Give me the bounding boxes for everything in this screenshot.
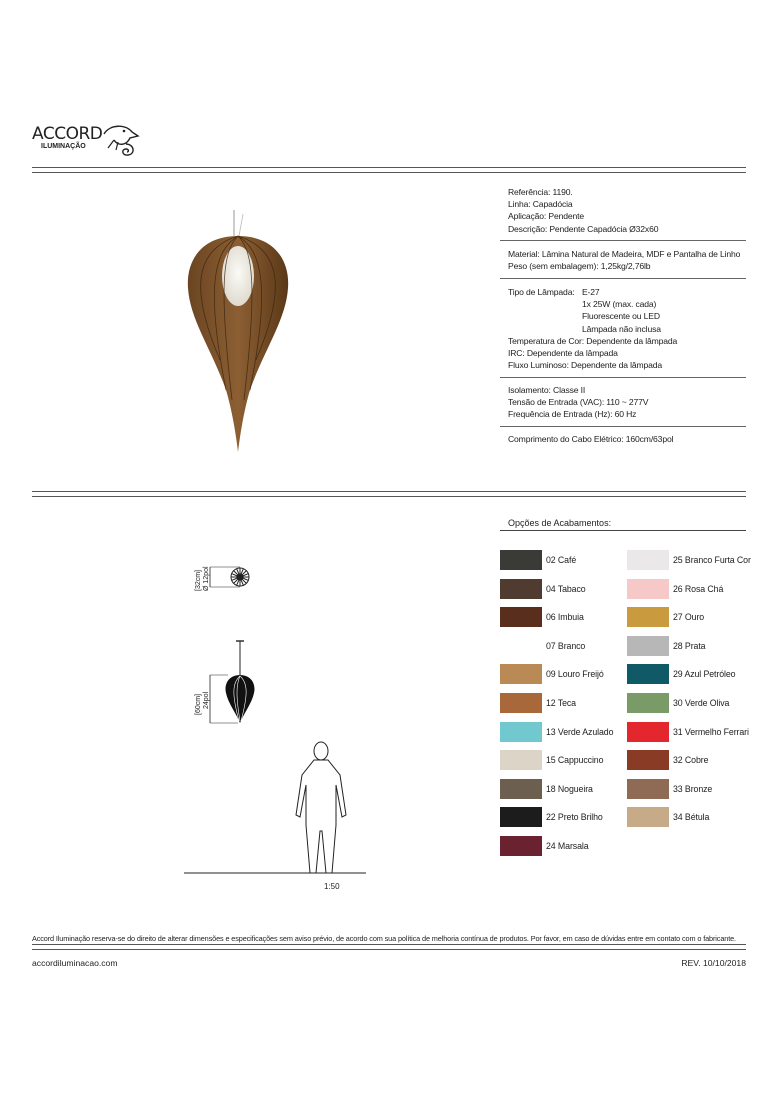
finish-item xyxy=(500,607,584,627)
finish-name: 18 Nogueira xyxy=(546,783,593,794)
finish-swatch xyxy=(500,693,542,713)
finish-item xyxy=(627,807,709,827)
finish-swatch xyxy=(500,636,542,656)
spec-group-identification xyxy=(508,186,746,235)
finish-swatch xyxy=(500,750,542,770)
finish-item xyxy=(500,550,576,570)
spec-voltage: Tensão de Entrada (VAC): 110 ~ 277V xyxy=(508,397,649,408)
chameleon-icon xyxy=(96,122,142,160)
footer-rule xyxy=(32,944,746,950)
spec-luminous-flux: Fluxo Luminoso: Dependente da lâmpada xyxy=(508,360,663,371)
finish-swatch xyxy=(627,722,669,742)
side-dim-in: 24pol xyxy=(203,691,210,709)
top-dim-cm: [32cm] xyxy=(195,569,202,591)
spec-application: Aplicação: Pendente xyxy=(508,211,584,222)
spec-cable-length: Comprimento do Cabo Elétrico: 160cm/63pol xyxy=(508,434,674,444)
finish-name: 07 Branco xyxy=(546,640,586,651)
finishes-title: Opções de Acabamentos: xyxy=(508,518,612,528)
finish-item xyxy=(627,664,735,684)
finish-item xyxy=(627,550,751,570)
finish-name: 15 Cappuccino xyxy=(546,755,604,766)
finish-swatch xyxy=(627,607,669,627)
finish-name: 33 Bronze xyxy=(673,783,713,794)
spec-line: Linha: Capadócia xyxy=(508,199,573,210)
finish-name: 22 Preto Brilho xyxy=(546,812,603,823)
spec-insulation: Isolamento: Classe II xyxy=(508,385,586,395)
spec-frequency: Frequência de Entrada (Hz): 60 Hz xyxy=(508,409,637,420)
brand-logo xyxy=(32,122,144,160)
spec-description: Descrição: Pendente Capadócia Ø32x60 xyxy=(508,223,659,234)
spec-divider xyxy=(500,240,746,241)
footer-revision: REV. 10/10/2018 xyxy=(681,958,746,968)
finish-swatch xyxy=(627,750,669,770)
finish-name: 31 Vermelho Ferrari xyxy=(673,726,749,737)
finish-item xyxy=(500,693,576,713)
finish-item xyxy=(627,779,712,799)
finish-swatch xyxy=(627,807,669,827)
finish-swatch xyxy=(500,807,542,827)
spec-lamp-item: Fluorescente ou LED xyxy=(582,311,660,322)
spec-lamp-item: E-27 xyxy=(582,287,600,297)
finish-item xyxy=(500,636,585,656)
finish-name: 28 Prata xyxy=(673,640,706,651)
finish-item xyxy=(500,664,604,684)
brand-subtitle: ILUMINAÇÃO xyxy=(41,143,86,150)
spec-divider xyxy=(500,377,746,378)
spec-irc: IRC: Dependente da lâmpada xyxy=(508,348,618,359)
top-dim-in: Ø 12pol xyxy=(203,566,210,591)
technical-drawing xyxy=(180,555,370,895)
finish-item xyxy=(500,779,593,799)
finish-swatch xyxy=(500,779,542,799)
finish-name: 24 Marsala xyxy=(546,841,589,851)
brand-name: ACCORD xyxy=(32,124,103,144)
finish-item xyxy=(500,579,586,599)
human-scale-figure xyxy=(296,742,346,873)
finishes-rule xyxy=(500,530,746,531)
finish-swatch xyxy=(500,579,542,599)
finish-name: 04 Tabaco xyxy=(546,583,586,594)
drawing-scale: 1:50 xyxy=(324,882,340,891)
spec-group-electrical xyxy=(508,384,746,421)
spec-group-lamp xyxy=(508,286,746,371)
finish-item xyxy=(627,750,708,770)
spec-weight: Peso (sem embalagem): 1,25kg/2,76lb xyxy=(508,261,651,272)
footer-website: accordiluminacao.com xyxy=(32,958,118,968)
finish-name: 12 Teca xyxy=(546,698,576,708)
footer-disclaimer: Accord Iluminação reserva-se do direito de alterar dimensões e especificações sem aviso prévio, de acordo com sua política de melhoria contínua de produtos. Por favor, em caso de dúvidas entre em contato com o fabricante. xyxy=(32,934,736,943)
finish-name: 13 Verde Azulado xyxy=(546,726,614,737)
section-rule xyxy=(32,491,746,497)
finish-name: 27 Ouro xyxy=(673,612,705,623)
finish-item xyxy=(627,607,704,627)
top-view-drawing xyxy=(195,566,249,591)
finish-item xyxy=(627,693,729,713)
finish-name: 34 Bétula xyxy=(673,812,710,823)
finish-swatch xyxy=(500,836,542,856)
spec-lamp-item: Lâmpada não inclusa xyxy=(582,323,661,334)
product-photo xyxy=(182,210,294,455)
finish-swatch xyxy=(627,664,669,684)
finish-item xyxy=(627,579,723,599)
finish-name: 30 Verde Oliva xyxy=(673,698,730,708)
finish-swatch xyxy=(627,693,669,713)
header-rule xyxy=(32,167,746,173)
spec-material: Material: Lâmina Natural de Madeira, MDF e Pantalha de Linho xyxy=(508,249,741,259)
spec-divider xyxy=(500,278,746,279)
finish-item xyxy=(500,836,589,856)
spec-group-cable xyxy=(508,433,746,445)
spec-lamp-type-label: Tipo de Lâmpada: xyxy=(508,287,575,297)
finish-item xyxy=(500,807,603,827)
finish-swatch xyxy=(627,550,669,570)
finish-name: 29 Azul Petróleo xyxy=(673,669,736,680)
finish-swatch xyxy=(500,664,542,684)
spec-color-temp: Temperatura de Cor: Dependente da lâmpada xyxy=(508,335,678,346)
spec-lamp-item: 1x 25W (max. cada) xyxy=(582,299,657,310)
finish-name: 02 Café xyxy=(546,555,577,565)
side-view-drawing xyxy=(195,641,254,723)
finish-swatch xyxy=(627,779,669,799)
spec-reference: Referência: 1190. xyxy=(508,187,573,197)
finish-swatch xyxy=(500,607,542,627)
finish-item xyxy=(627,636,705,656)
finish-name: 09 Louro Freijó xyxy=(546,669,604,680)
finish-swatch xyxy=(627,579,669,599)
finish-swatch xyxy=(500,550,542,570)
spec-divider xyxy=(500,426,746,427)
finish-item xyxy=(500,750,603,770)
finish-swatch xyxy=(500,722,542,742)
finish-item xyxy=(627,722,749,742)
finish-name: 06 Imbuia xyxy=(546,612,584,623)
spec-group-material xyxy=(508,248,746,272)
finish-name: 26 Rosa Chá xyxy=(673,583,724,594)
finish-name: 25 Branco Furta Cor xyxy=(673,555,751,565)
finish-item xyxy=(500,722,613,742)
finish-name: 32 Cobre xyxy=(673,755,709,766)
finish-swatch xyxy=(627,636,669,656)
side-dim-cm: [60cm] xyxy=(195,693,202,715)
